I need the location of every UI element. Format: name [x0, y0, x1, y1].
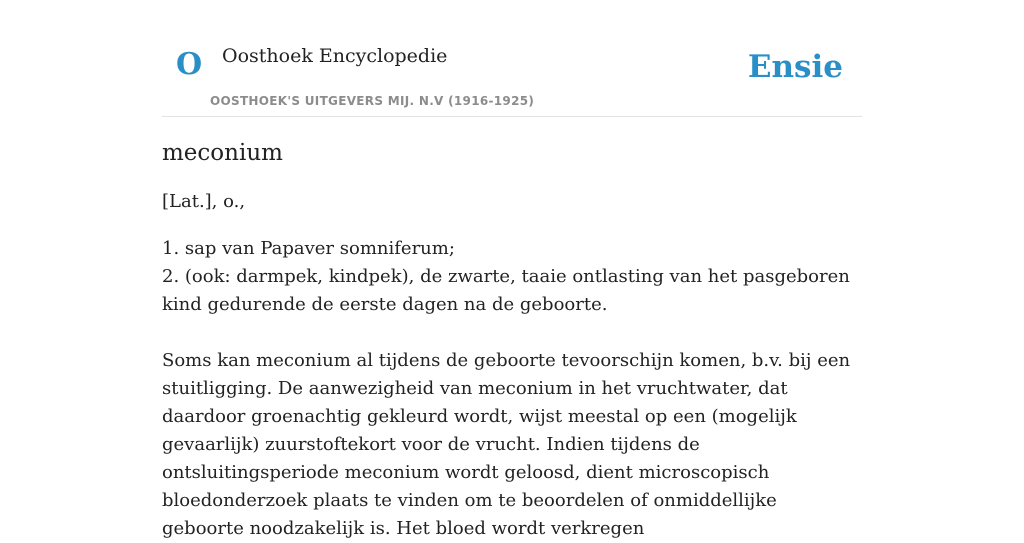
entry-meta: [Lat.], o., — [162, 191, 246, 212]
site-logo[interactable]: O — [176, 47, 203, 82]
publisher-subtitle: OOSTHOEK'S UITGEVERS MIJ. N.V (1916-1925) — [210, 94, 535, 108]
site-title[interactable]: Oosthoek Encyclopedie — [222, 45, 448, 67]
paragraph-spacer — [162, 319, 862, 347]
definition-item: 2. (ook: darmpek, kindpek), de zwarte, taaie ontlasting van het pasgeboren kind gedurende de eerste dagen na de geboorte. — [162, 266, 850, 315]
ensie-brand-link[interactable]: Ensie — [747, 49, 843, 85]
site-header — [162, 0, 862, 117]
entry-title: meconium — [162, 140, 283, 166]
entry-paragraph: Soms kan meconium al tijdens de geboorte tevoorschijn komen, b.v. bij een stuitligging. De aanwezigheid van meconium in het vruchtwater, dat daardoor groenachtig gekleurd wordt, wijst meestal op een (mogelijk gevaarlijk) zuurstoftekort voor de vrucht. Indien tijdens de ontsluitingsperiode meconium wordt geloosd, dient microscopisch bloedonderzoek plaats te vinden om te beoordelen of onmiddellijke geboorte noodzakelijk is. Het bloed wordt verkregen — [162, 350, 851, 539]
entry-content — [162, 136, 862, 543]
definition-item: 1. sap van Papaver somniferum; — [162, 238, 455, 259]
entry-body — [162, 235, 862, 543]
